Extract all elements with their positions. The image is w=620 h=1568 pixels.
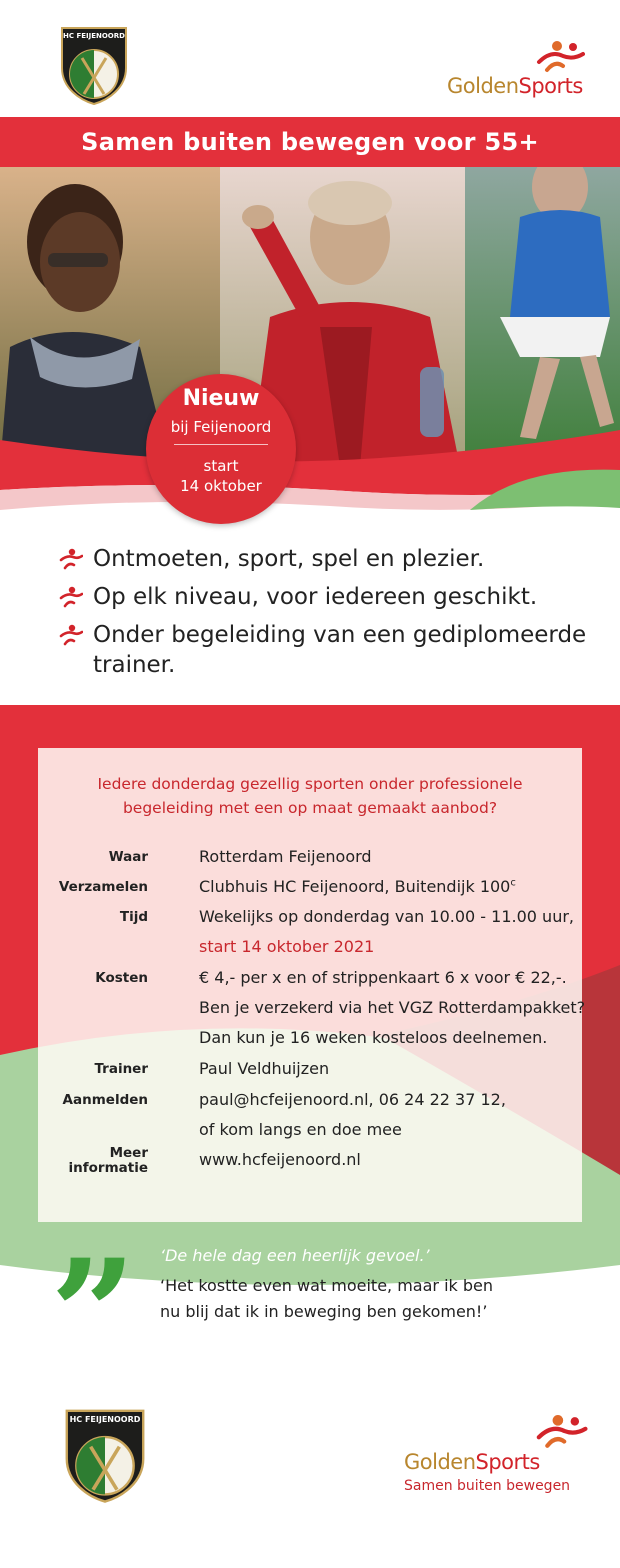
trainer-label: Trainer	[94, 1061, 148, 1077]
runner-icon	[57, 586, 83, 608]
kosten-line2: Ben je verzekerd via het VGZ Rotterdampakket?	[199, 998, 586, 1017]
verzamelen-sup: c	[510, 877, 516, 889]
badge-start-date: 14 oktober	[180, 477, 262, 495]
feature-list	[55, 544, 615, 688]
info-intro	[60, 772, 560, 820]
testimonial-3: ‘Gezellig om met een groep te sporten.’	[160, 1334, 481, 1353]
hero-photo-collage	[0, 167, 620, 467]
runner-icon	[57, 548, 83, 570]
list-item	[55, 544, 615, 574]
waar-value: Rotterdam Feijenoord	[199, 847, 372, 866]
bullet-text: Ontmoeten, sport, spel en plezier.	[93, 546, 485, 572]
club-crest-logo-top	[58, 24, 130, 110]
meer-label: Meer	[109, 1145, 148, 1161]
bullet-text-cont: trainer.	[93, 652, 176, 678]
tijd-start: start 14 oktober 2021	[199, 937, 375, 956]
bullet-text: Op elk niveau, voor iedereen geschikt.	[93, 584, 538, 610]
decorative-swoosh	[0, 430, 620, 540]
runner-icon	[533, 40, 585, 74]
badge-nieuw: Nieuw	[182, 386, 260, 411]
club-crest-logo-bottom	[62, 1406, 148, 1508]
list-item	[55, 620, 615, 680]
list-item	[55, 582, 615, 612]
testimonial-2-line1: ‘Het kostte even wat moeite, maar ik ben	[160, 1276, 493, 1295]
badge-start-word: start	[203, 457, 239, 475]
brand-sports-bottom: Sports	[475, 1450, 540, 1474]
kosten-line3: Dan kun je 16 weken kosteloos deelnemen.	[199, 1028, 548, 1047]
meer-informatie-label	[40, 1146, 148, 1176]
trainer-value: Paul Veldhuijzen	[199, 1059, 330, 1078]
runner-icon	[532, 1414, 588, 1450]
badge-start	[146, 456, 296, 496]
aanmelden-label: Aanmelden	[62, 1092, 148, 1108]
runner-icon	[57, 624, 83, 646]
aanmelden-line2: of kom langs en doe mee	[199, 1120, 402, 1139]
website-link[interactable]: www.hcfeijenoord.nl	[199, 1150, 361, 1169]
banner-title: Samen buiten bewegen voor 55+	[81, 128, 539, 156]
kosten-line1: € 4,- per x en of strippenkaart 6 x voor € 22,-.	[199, 968, 567, 987]
testimonials	[0, 1244, 620, 1364]
club-crest-name-bottom: HC FEIJENOORD	[69, 1415, 141, 1424]
verzamelen-value	[199, 877, 516, 896]
testimonial-1: ‘De hele dag een heerlijk gevoel.’	[160, 1246, 430, 1265]
waar-label: Waar	[108, 849, 148, 865]
goldensports-logo-top	[447, 40, 597, 100]
info-table	[40, 844, 586, 1184]
goldensports-logo-bottom	[404, 1414, 594, 1476]
bullet-text: Onder begeleiding van een gediplomeerde	[93, 622, 587, 648]
badge-bij-feijenoord: bij Feijenoord	[170, 418, 272, 436]
club-crest-name: HC FEIJENOORD	[63, 32, 125, 40]
brand-tagline: Samen buiten bewegen	[404, 1478, 571, 1494]
info-intro-line1: Iedere donderdag gezellig sporten onder professionele	[97, 775, 523, 793]
badge-divider	[174, 444, 268, 445]
aanmelden-contact[interactable]: paul@hcfeijenoord.nl, 06 24 22 37 12,	[199, 1090, 506, 1109]
brand-golden-bottom: Golden	[404, 1450, 476, 1474]
brand-golden: Golden	[447, 74, 519, 98]
kosten-label: Kosten	[95, 970, 148, 986]
tijd-label: Tijd	[119, 909, 148, 925]
testimonial-2-line2: nu blij dat ik in beweging ben gekomen!’	[160, 1302, 488, 1321]
verzamelen-address: Clubhuis HC Feijenoord, Buitendijk 100	[199, 877, 511, 896]
verzamelen-label: Verzamelen	[58, 879, 148, 895]
informatie-label: informatie	[68, 1160, 148, 1176]
new-badge	[146, 374, 296, 524]
quote-icon: ”	[50, 1227, 137, 1403]
brand-sports: Sports	[518, 74, 583, 98]
info-intro-line2: begeleiding met een op maat gemaakt aanbod?	[122, 799, 498, 817]
tijd-value: Wekelijks op donderdag van 10.00 - 11.00 uur,	[199, 907, 574, 926]
